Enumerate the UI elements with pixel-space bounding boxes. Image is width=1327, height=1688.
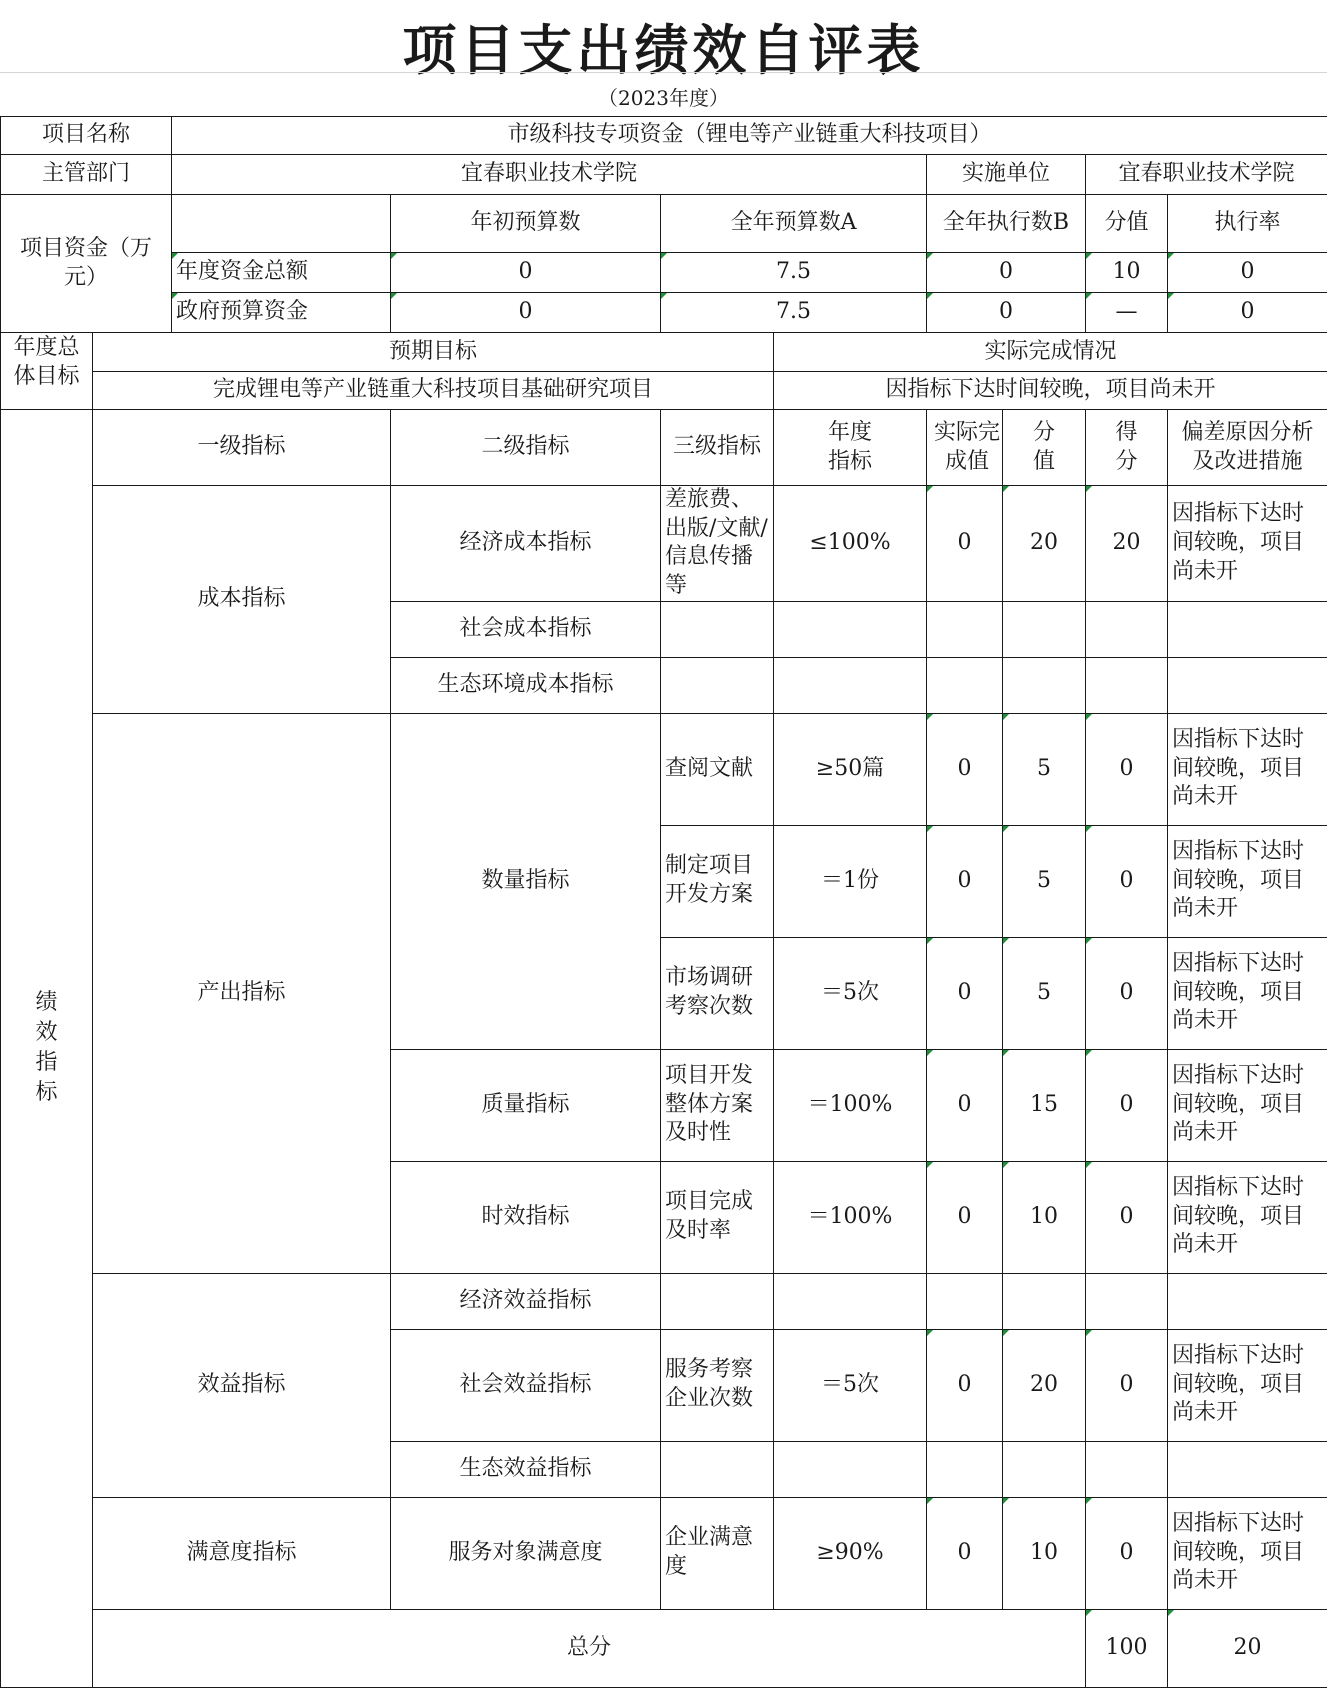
- overall-goal-header-row: [1, 333, 1327, 372]
- total-row: [1, 1609, 1327, 1687]
- funds-initial: 0: [391, 293, 661, 333]
- header-target: 年度指标: [774, 410, 927, 486]
- expected-goal: 完成锂电等产业链重大科技项目基础研究项目: [93, 372, 774, 410]
- reason-text: 因指标下达时间较晚，项目尚未开: [1168, 937, 1327, 1049]
- group-cost: 成本指标: [93, 486, 391, 713]
- actual-value: 0: [927, 1049, 1003, 1161]
- level3-text: 服务考察企业次数: [661, 1329, 774, 1441]
- indicator-row: [1, 1497, 1327, 1609]
- reason-text: 因指标下达时间较晚，项目尚未开: [1168, 825, 1327, 937]
- score-value: 10: [1003, 1161, 1086, 1273]
- score-value: 20: [1003, 486, 1086, 601]
- target-value: ≥90%: [774, 1497, 927, 1609]
- funds-executed: 0: [927, 293, 1086, 333]
- funds-row-name: 年度资金总额: [172, 253, 391, 293]
- indicator-row-empty: [1, 1273, 1327, 1329]
- level3-text: 企业满意度: [661, 1497, 774, 1609]
- score: 0: [1086, 1049, 1168, 1161]
- target-value: ＝100%: [774, 1049, 927, 1161]
- level3-text: 市场调研考察次数: [661, 937, 774, 1049]
- funds-blank: [172, 195, 391, 253]
- score-value: 10: [1003, 1497, 1086, 1609]
- funds-header-score-value: 分值: [1086, 195, 1168, 253]
- project-name-value: 市级科技专项资金（锂电等产业链重大科技项目）: [172, 117, 1327, 155]
- funds-initial: 0: [391, 253, 661, 293]
- header-score: 得分: [1086, 410, 1168, 486]
- funds-row-gov: [1, 293, 1327, 333]
- actual-value: 0: [927, 713, 1003, 825]
- score: 0: [1086, 713, 1168, 825]
- reason-text: 因指标下达时间较晚，项目尚未开: [1168, 486, 1327, 601]
- funds-header-rate: 执行率: [1168, 195, 1327, 253]
- impl-value: 宜春职业技术学院: [1086, 155, 1327, 195]
- level3-text: 差旅费、出版/文献/信息传播等: [661, 486, 774, 601]
- actual-goal-header: 实际完成情况: [774, 333, 1327, 372]
- score-value: 20: [1003, 1329, 1086, 1441]
- funds-row-name: 政府预算资金: [172, 293, 391, 333]
- sub-service-satisfaction: 服务对象满意度: [391, 1497, 661, 1609]
- dept-row: [1, 155, 1327, 195]
- reason-text: 因指标下达时间较晚，项目尚未开: [1168, 1497, 1327, 1609]
- overall-goal-label: 年度总体目标: [1, 333, 93, 410]
- group-satisfaction: 满意度指标: [93, 1497, 391, 1609]
- score-value: 15: [1003, 1049, 1086, 1161]
- score: 0: [1086, 1497, 1168, 1609]
- sub-eco-cost: 生态环境成本指标: [391, 657, 661, 713]
- impl-label: 实施单位: [927, 155, 1086, 195]
- level3-text: 查阅文献: [661, 713, 774, 825]
- performance-table: [0, 116, 1327, 1688]
- sub-eco-benefit: 生态效益指标: [391, 1441, 661, 1497]
- reason-text: 因指标下达时间较晚，项目尚未开: [1168, 1049, 1327, 1161]
- header-level1: 一级指标: [93, 410, 391, 486]
- actual-value: 0: [927, 1161, 1003, 1273]
- project-name-label: 项目名称: [1, 117, 172, 155]
- score: 0: [1086, 1161, 1168, 1273]
- total-score: 20: [1168, 1609, 1327, 1687]
- group-output: 产出指标: [93, 713, 391, 1273]
- expected-goal-header: 预期目标: [93, 333, 774, 372]
- level3-text: 制定项目开发方案: [661, 825, 774, 937]
- target-value: ＝5次: [774, 937, 927, 1049]
- reason-text: 因指标下达时间较晚，项目尚未开: [1168, 1329, 1327, 1441]
- score-value: 5: [1003, 713, 1086, 825]
- indicator-header-row: [1, 410, 1327, 486]
- sub-social-benefit: 社会效益指标: [391, 1329, 661, 1441]
- sub-timeliness: 时效指标: [391, 1161, 661, 1273]
- sub-quality: 质量指标: [391, 1049, 661, 1161]
- funds-header-row: [1, 195, 1327, 253]
- funds-annual: 7.5: [661, 253, 927, 293]
- dept-value: 宜春职业技术学院: [172, 155, 927, 195]
- level3-text: 项目完成及时率: [661, 1161, 774, 1273]
- overall-goal-row: [1, 372, 1327, 410]
- header-reason: 偏差原因分析及改进措施: [1168, 410, 1327, 486]
- reason-text: 因指标下达时间较晚，项目尚未开: [1168, 1161, 1327, 1273]
- funds-header-initial: 年初预算数: [391, 195, 661, 253]
- actual-goal: 因指标下达时间较晚，项目尚未开: [774, 372, 1327, 410]
- sub-economic-cost: 经济成本指标: [391, 486, 661, 601]
- funds-header-annual: 全年预算数A: [661, 195, 927, 253]
- indicator-row: [1, 486, 1327, 601]
- total-label: 总分: [93, 1609, 1086, 1687]
- header-level3: 三级指标: [661, 410, 774, 486]
- score-value: 5: [1003, 825, 1086, 937]
- sub-quantity: 数量指标: [391, 713, 661, 1049]
- header-level2: 二级指标: [391, 410, 661, 486]
- total-score-value: 100: [1086, 1609, 1168, 1687]
- funds-executed: 0: [927, 253, 1086, 293]
- header-score-value: 分值: [1003, 410, 1086, 486]
- target-value: ≤100%: [774, 486, 927, 601]
- score: 0: [1086, 937, 1168, 1049]
- reason-text: 因指标下达时间较晚，项目尚未开: [1168, 713, 1327, 825]
- project-name-row: [1, 117, 1327, 155]
- actual-value: 0: [927, 1497, 1003, 1609]
- actual-value: 0: [927, 486, 1003, 601]
- funds-annual: 7.5: [661, 293, 927, 333]
- funds-rate: 0: [1168, 253, 1327, 293]
- indicator-row: [1, 713, 1327, 825]
- target-value: ＝5次: [774, 1329, 927, 1441]
- score: 0: [1086, 1329, 1168, 1441]
- group-benefit: 效益指标: [93, 1273, 391, 1497]
- sub-economic-benefit: 经济效益指标: [391, 1273, 661, 1329]
- target-value: ≥50篇: [774, 713, 927, 825]
- actual-value: 0: [927, 1329, 1003, 1441]
- funds-row-total: [1, 253, 1327, 293]
- funds-score-value: —: [1086, 293, 1168, 333]
- page-title: 项目支出绩效自评表: [0, 8, 1327, 85]
- target-value: ＝100%: [774, 1161, 927, 1273]
- title-divider: [0, 72, 1327, 73]
- actual-value: 0: [927, 825, 1003, 937]
- score-value: 5: [1003, 937, 1086, 1049]
- funds-header-executed: 全年执行数B: [927, 195, 1086, 253]
- level3-text: 项目开发整体方案及时性: [661, 1049, 774, 1161]
- funds-rate: 0: [1168, 293, 1327, 333]
- funds-label: 项目资金（万元）: [1, 195, 172, 333]
- actual-value: 0: [927, 937, 1003, 1049]
- funds-score-value: 10: [1086, 253, 1168, 293]
- header-actual: 实际完成值: [927, 410, 1003, 486]
- target-value: ＝1份: [774, 825, 927, 937]
- score: 20: [1086, 486, 1168, 601]
- year-subtitle: （2023年度）: [0, 82, 1327, 111]
- indicator-section-label: 绩效指标: [1, 410, 93, 1687]
- score: 0: [1086, 825, 1168, 937]
- sub-social-cost: 社会成本指标: [391, 601, 661, 657]
- dept-label: 主管部门: [1, 155, 172, 195]
